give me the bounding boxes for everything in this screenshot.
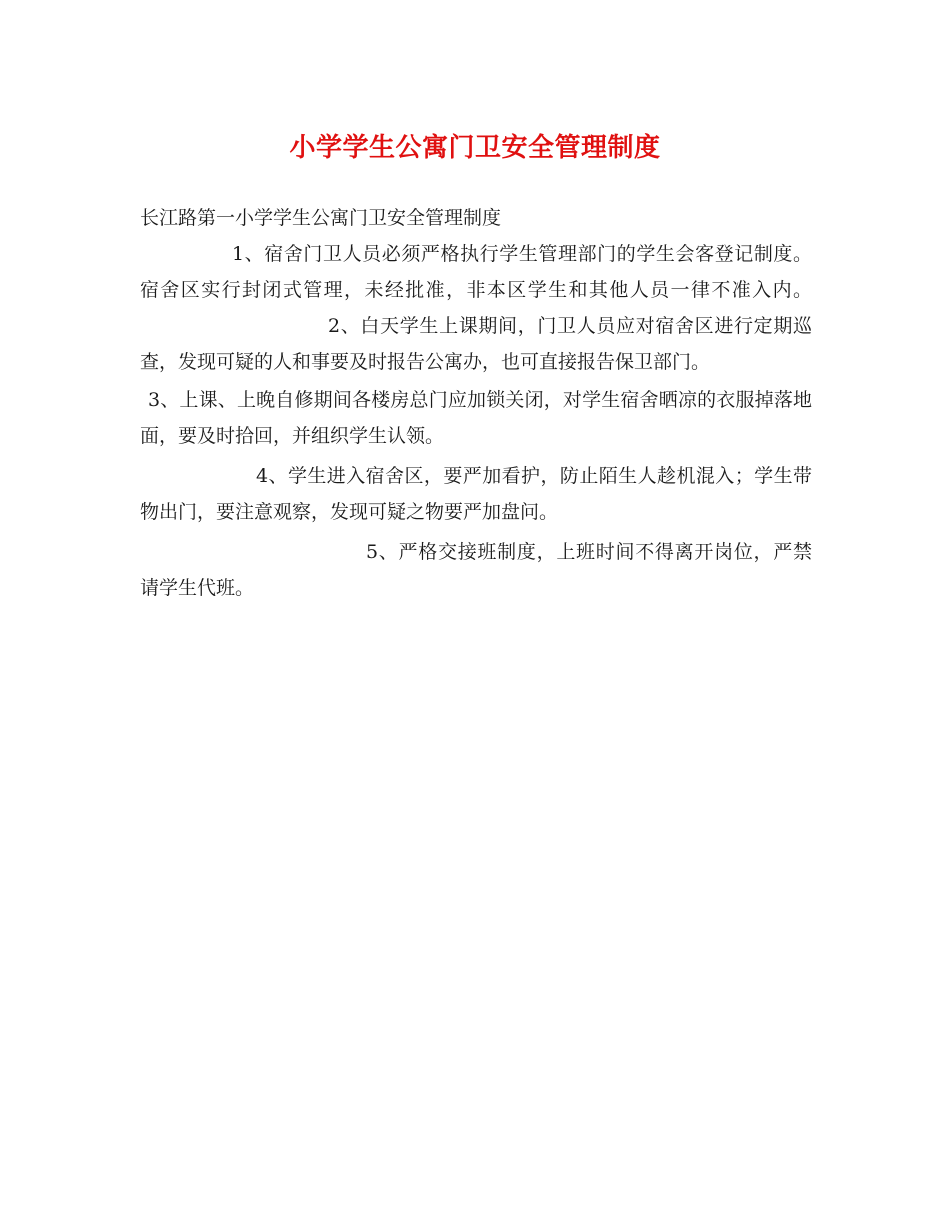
document-subtitle: 长江路第一小学学生公寓门卫安全管理制度 — [140, 207, 502, 229]
rule-4: 4、学生进入宿舍区，要严加看护，防止陌生人趁机混入；学生带物出门，要注意观察，发现可疑之物要严加盘问。 — [140, 465, 812, 523]
document-title: 小学学生公寓门卫安全管理制度 — [289, 133, 661, 163]
rule-3: 3、上课、上晚自修期间各楼房总门应加锁关闭，对学生宿舍晒凉的衣服掉落地面，要及时拾回，并组织学生认领。 — [140, 389, 812, 447]
document-body — [140, 200, 812, 606]
rule-1: 1、宿舍门卫人员必须严格执行学生管理部门的学生会客登记制度。宿舍区实行封闭式管理，未经批准，非本区学生和其他人员一律不准入内。 — [140, 243, 812, 301]
paragraph-1-2 — [140, 236, 812, 380]
rule-2: 2、白天学生上课期间，门卫人员应对宿舍区进行定期巡查，发现可疑的人和事要及时报告公寓办，也可直接报告保卫部门。 — [140, 315, 812, 373]
rule-5: 5、严格交接班制度，上班时间不得离开岗位，严禁请学生代班。 — [140, 541, 812, 599]
